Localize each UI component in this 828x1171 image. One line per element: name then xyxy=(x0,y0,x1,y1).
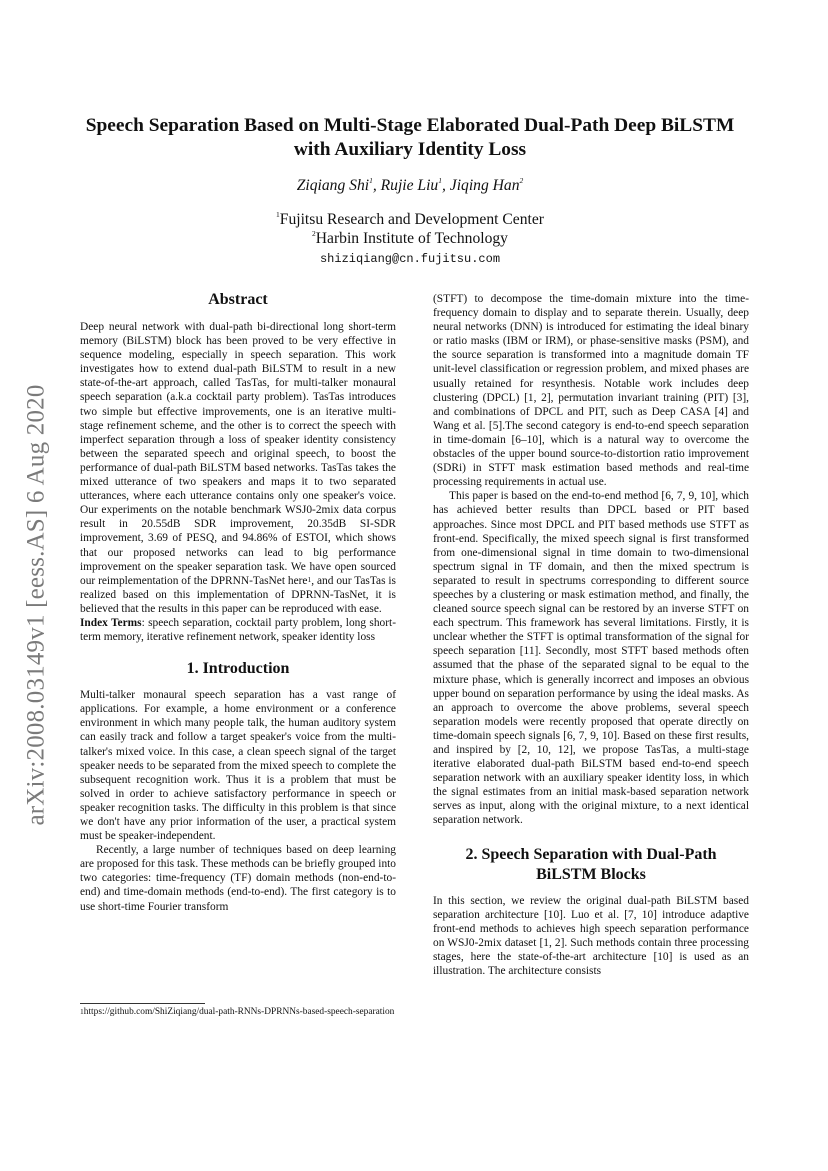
section-2-heading-line-1: 2. Speech Separation with Dual-Path xyxy=(465,845,717,863)
author-affiliation-mark: 1 xyxy=(438,176,442,185)
affiliation-name: Fujitsu Research and Development Center xyxy=(279,211,544,228)
intro-paragraph-1: Multi-talker monaural speech separation has a vast range of applications. For example, a home environment or a conference environment in which many people talk, the human auditory system can easily track and follow a target speaker's voice from the multi-talker's mixed voice. In this case, a clean speech signal of the target speaker needs to be separated from the mixed speech to complete the subsequent recognition work. Thus it is a problem that must be solved in order to achieve satisfactory performance in speech or speaker recognition tasks. The difficulty in this problem is that since we don't have any prior information of the user, a practical system must be speaker-independent. xyxy=(80,689,396,843)
paper-title xyxy=(60,114,760,162)
index-terms-label: Index Terms xyxy=(80,616,142,629)
arxiv-identifier xyxy=(22,352,52,857)
intro-paragraph-2-continued: (STFT) to decompose the time-domain mixture into the time-frequency domain to display and to separate therein. Usually, deep neural networks (DNN) is introduced for estimating the ideal binary or ratio masks (IBM or IRM), or phase-sensitive masks (PSM), and the source separation is transformed into a magnitude domain TF unit-level classification or regression problem, and mixed phases are usually retained for resynthesis. Notable work includes deep clustering (DPCL) [1, 2], permutation invariant training (PIT) [3], and combinations of DPCL and PIT, such as Deep CASA [4] and Wang et al. [5].The second category is end-to-end speech separation in time-domain [6–10], which is a natural way to overcome the obstacles of the upper bound source-to-distortion ratio improvement (SDRi) in STFT mask estimation based methods and real-time processing requirements in actual use. xyxy=(433,293,749,489)
author-email: shiziqiang@cn.fujitsu.com xyxy=(319,252,501,266)
title-line-2: with Auxiliary Identity Loss xyxy=(293,139,527,160)
author-name: Ziqiang Shi xyxy=(296,177,370,194)
intro-paragraph-2: Recently, a large number of techniques based on deep learning are proposed for this task. These methods can be briefly grouped into two categories: time-frequency (TF) domain methods (non-end-to-end) and time-domain methods (end-to-end). The first category is to use short-time Fourier transform xyxy=(80,844,396,913)
section-2-heading-line-2: BiLSTM Blocks xyxy=(536,865,646,883)
footnote-mark: 1 xyxy=(307,574,312,584)
footnote-mark: 1 xyxy=(80,1007,84,1016)
section-1-heading: 1. Introduction xyxy=(186,660,290,678)
footnote-rule xyxy=(80,1003,205,1004)
index-terms-text: : speech separation, cocktail party problem, long short-term memory, iterative refinement network, speaker identity loss xyxy=(80,616,396,644)
affiliation-1 xyxy=(60,211,760,229)
author-affiliation-mark: 2 xyxy=(519,176,524,185)
abstract-text: Deep neural network with dual-path bi-directional long short-term memory (BiLSTM) block has been proved to be very effective in sequence modeling, especially in speech separation. This work investigates how to extend dual-path BiLSTM to result in a new state-of-the-art approach, called TasTas, for multi-talker monaural speech separation (a.k.a cocktail party problem). TasTas introduces two simple but effective improvements, one is an iterative multi-stage refinement scheme, and the other is to correct the speech with imperfect separation through a loss of speaker identity consistency between the separated speech and original speech, to boost the performance of dual-path BiLSTM based networks. TasTas takes the mixed utterance of two speakers and maps it to two separated utterances, where each utterance contains only one speaker's voice. Our experiments on the notable benchmark WSJ0-2mix data corpus result in 20.55dB SDR improvement, 20.35dB SI-SDR improvement, 3.69 of PESQ, and 94.86% of ESTOI, which shows that our proposed networks can lead to big performance improvement on the speaker separation task. We have open sourced our reimplementation of the DPRNN-TasNet here xyxy=(80,321,396,587)
title-line-1: Speech Separation Based on Multi-Stage Elaborated Dual-Path Deep BiLSTM xyxy=(85,115,735,136)
arxiv-identifier-text: arXiv:2008.03149v1 [eess.AS] 6 Aug 2020 xyxy=(23,383,51,826)
abstract-body xyxy=(80,320,396,616)
intro-paragraph-3: This paper is based on the end-to-end method [6, 7, 9, 10], which has achieved better results than DPCL based or PIT based approaches. Since most DPCL and PIT based methods use STFT as front-end. Specifically, the mixed speech signal is first transformed from one-dimensional signal in time domain to two-dimensional spectrum signal in TF domain, and then the mixed spectrum is separated to result in spectrums corresponding to different source speeches by a clustering or mask estimation method, and finally, the cleaned source speech signal can be restored by an inverse STFT on each spectrum. This framework has several limitations. Firstly, it is unclear whether the STFT is optimal transformation of the signal for speech separation [11]. Secondly, most STFT based methods often assumed that the phase of the separated signal to be equal to the mixture phase, which is generally incorrect and imposes an obvious upper bound on separation performance by using the ideal masks. As an approach to overcome the above problems, several speech separation models were recently proposed that operate directly on time-domain speech signals [6, 7, 9, 10]. Based on these first results, and inspired by [2, 10, 12], we propose TasTas, a multi-stage iterative elaborated dual-path BiLSTM based end-to-end speech separation network with an auxiliary speaker identity loss, in which the signal estimates from an initial mask-based separation network serves as input, along with the original mixture, to a next identical separation network. xyxy=(433,490,749,827)
right-column xyxy=(433,292,749,978)
affiliation-name: Harbin Institute of Technology xyxy=(315,230,508,247)
affiliation-mark: 1 xyxy=(276,210,280,219)
footnote-url: https://github.com/ShiZiqiang/dual-path-RNNs-DPRNNs-based-speech-separation xyxy=(83,1007,395,1017)
author-name: Rujie Liu xyxy=(380,177,439,194)
left-column xyxy=(80,290,396,914)
author-affiliation-mark: 1 xyxy=(369,176,373,185)
abstract-heading: Abstract xyxy=(208,291,268,308)
section-2-heading xyxy=(433,845,749,885)
index-terms xyxy=(80,616,396,644)
author-name: Jiqing Han xyxy=(449,177,520,194)
affiliation-mark: 2 xyxy=(312,229,316,238)
affiliation-2 xyxy=(60,230,760,248)
abstract-text-end: , and our TasTas is realized based on this implementation of DPRNN-TasNet, it is believed that the results in this paper can be reproduced with ease. xyxy=(80,574,396,615)
author-list: Ziqiang Shi$^1$, Rujie Liu$^1$, Jiqing Han$^2$ xyxy=(296,176,524,194)
section-2-paragraph-1: In this section, we review the original dual-path BiLSTM based separation architecture [10]. Luo et al. [7, 10] introduce adaptive front-end methods to achieves high speech separation performance on WSJ0-2mix dataset [1, 2]. Such methods contain three processing stages, here the state-of-the-art architecture [10] is used as an illustration. The architecture consists xyxy=(433,894,749,978)
footnote xyxy=(80,1007,396,1019)
